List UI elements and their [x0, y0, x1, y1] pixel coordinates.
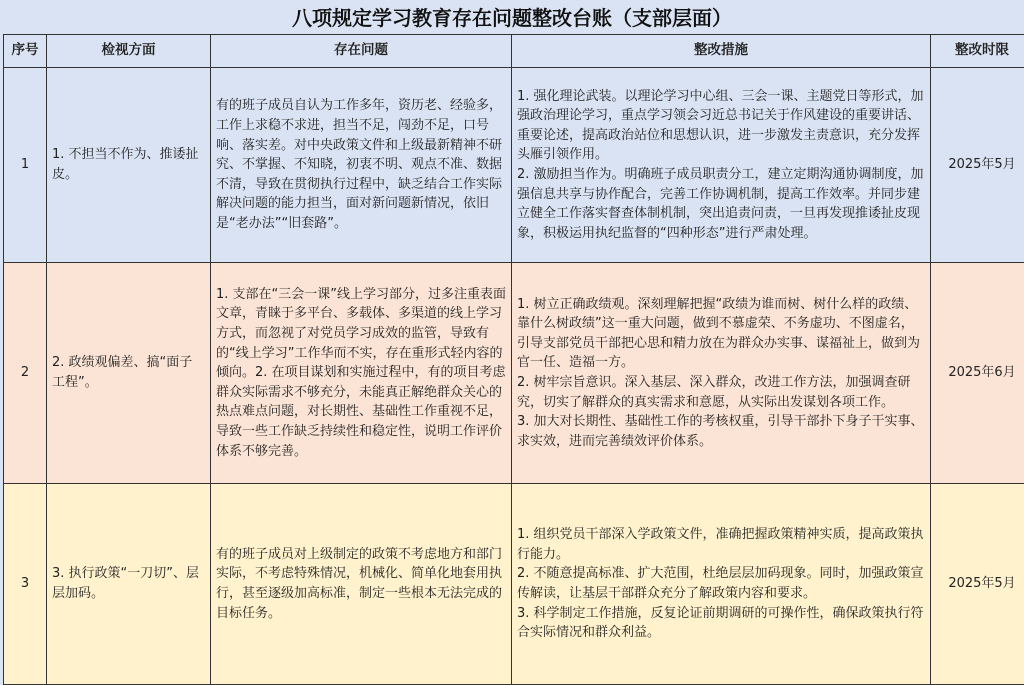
cell-problem[interactable]: 1. 支部在“三会一课”线上学习部分，过多注重表面文章，青睐于多平台、多载体、多渠道的线上学习方式，而忽视了对党员学习成效的监管，导致有的“线上学习”工作华而不实，存在重形式轻内容的倾向。2. 在项目谋划和实施过程中，有的项目考虑群众实际需求不够充分，未能真正解绝群众关心的热点难点问题，对长期性、基础性工作重视不足，导致一些工作缺乏持续性和稳定性，说明工作评价体系不够完善。 — [211, 263, 512, 484]
header-problem: 存在问题 — [211, 35, 512, 68]
cell-problem[interactable]: 有的班子成员对上级制定的政策不考虑地方和部门实际，不考虑特殊情况，机械化、简单化地套用执行，甚至逐级加高标准，制定一些根本无法完成的目标任务。 — [211, 484, 512, 685]
cell-measures[interactable]: 1. 强化理论武装。以理论学习中心组、三会一课、主题党日等形式，加强政治理论学习，重点学习领会习近总书记关于作风建设的重要讲话、重要论述，提高政治站位和思想认识，进一步激发主责意识，充分发挥头雁引领作用。 2. 激励担当作为。明确班子成员职责分工，建立定期沟通协调制度，加强信息共享与协作配合，完善工作协调机制，提高工作效率。并同步建立健全工作落实督查体制机制，突出追责问责，一旦再发现推诿扯皮现象，积极运用执纪监督的“四种形态”进行严肃处理。 — [512, 68, 931, 263]
cell-measures[interactable]: 1. 树立正确政绩观。深刻理解把握“政绩为谁而树、树什么样的政绩、靠什么树政绩”这一重大问题，做到不慕虚荣、不务虚功、不图虚名，引导支部党员干部把心思和精力放在为群众办实事、谋福祉上，做到为官一任、造福一方。 2. 树牢宗旨意识。深入基层、深入群众，改进工作方法，加强调查研究，切实了解群众的真实需求和意愿，从实际出发谋划各项工作。 3. 加大对长期性、基础性工作的考核权重，引导干部扑下身子干实事、求实效，进而完善绩效评价体系。 — [512, 263, 931, 484]
cell-no[interactable]: 2 — [4, 263, 47, 484]
table-header-row — [4, 35, 1024, 68]
table-row — [4, 263, 1024, 484]
header-deadline: 整改时限 — [931, 35, 1024, 68]
cell-deadline[interactable]: 2025年5月 — [931, 68, 1024, 263]
cell-no[interactable]: 1 — [4, 68, 47, 263]
cell-aspect[interactable]: 1. 不担当不作为、推诿扯皮。 — [47, 68, 211, 263]
table-row — [4, 484, 1024, 685]
cell-aspect[interactable]: 3. 执行政策“一刀切”、层层加码。 — [47, 484, 211, 685]
header-aspect: 检视方面 — [47, 35, 211, 68]
cell-deadline[interactable]: 2025年6月 — [931, 263, 1024, 484]
header-measures: 整改措施 — [512, 35, 931, 68]
page-title: 八项规定学习教育存在问题整改台账（支部层面） — [0, 0, 1024, 34]
rectification-table — [3, 34, 1024, 685]
cell-measures[interactable]: 1. 组织党员干部深入学政策文件，准确把握政策精神实质，提高政策执行能力。 2. 不随意提高标准、扩大范围，杜绝层层加码现象。同时，加强政策宣传解读，让基层干部群众充分了解政策内容和要求。 3. 科学制定工作措施，反复论证前期调研的可操作性，确保政策执行符合实际情况和群众利益。 — [512, 484, 931, 685]
table-row — [4, 68, 1024, 263]
cell-aspect[interactable]: 2. 政绩观偏差、搞“面子工程”。 — [47, 263, 211, 484]
cell-problem[interactable]: 有的班子成员自认为工作多年，资历老、经验多，工作上求稳不求进，担当不足，闯劲不足，口号响、落实差。对中央政策文件和上级最新精神不研究、不掌握、不知晓，初衷不明、观点不准、数据不清，导致在贯彻执行过程中，缺乏结合工作实际解决问题的能力担当，面对新问题新情况，依旧是“老办法”“旧套路”。 — [211, 68, 512, 263]
header-no: 序号 — [4, 35, 47, 68]
cell-deadline[interactable]: 2025年5月 — [931, 484, 1024, 685]
cell-no[interactable]: 3 — [4, 484, 47, 685]
